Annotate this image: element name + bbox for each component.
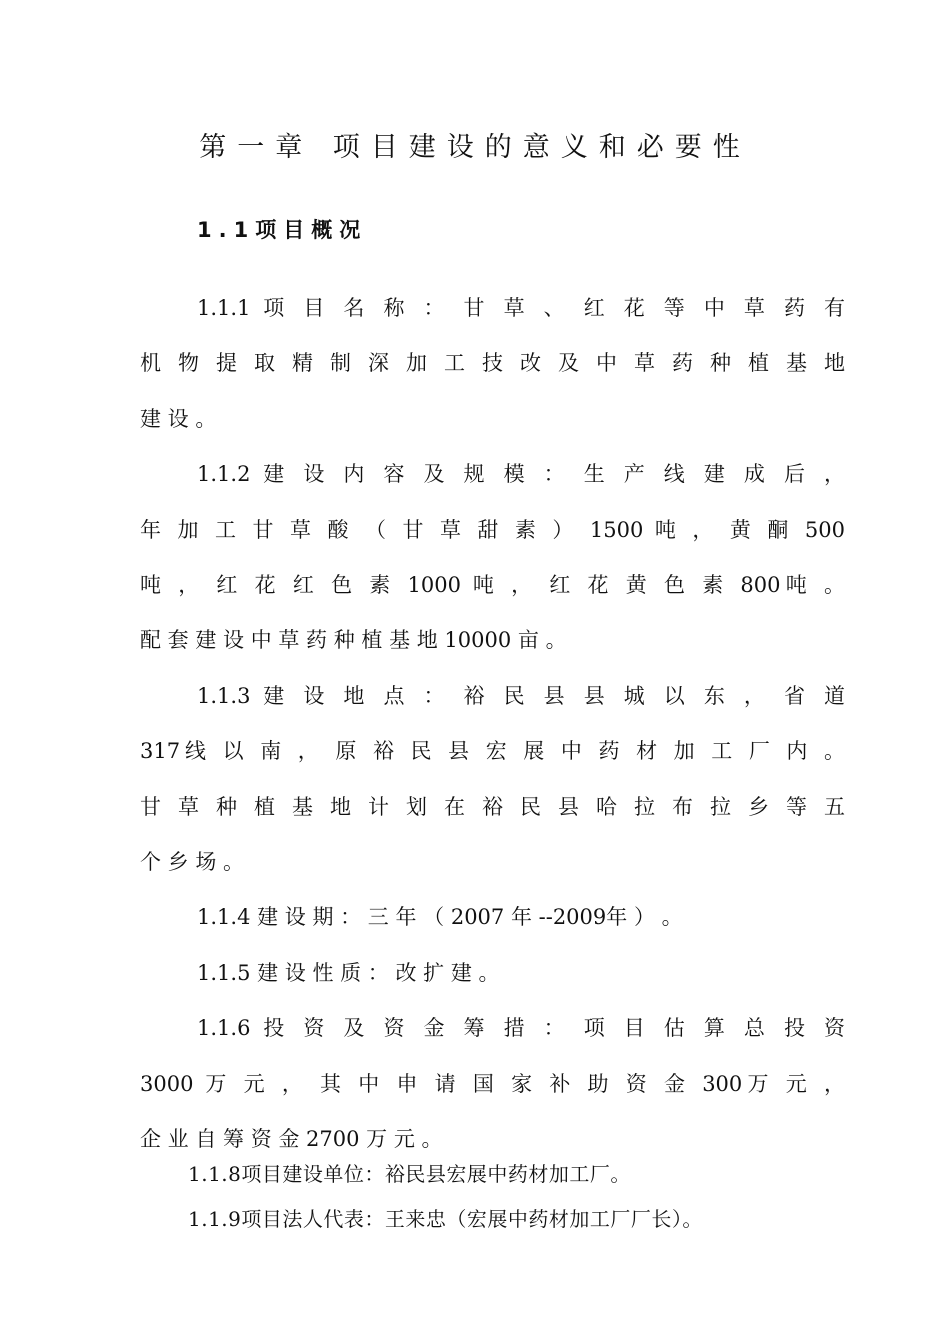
paragraph-construction-site: [140, 669, 845, 891]
chapter-title: 第一章 项目建设的意义和必要性: [199, 132, 751, 163]
text-line: 317线 以 南 ， 原 裕 民 县 宏 展 中 药 材 加 工 厂 内 。: [140, 739, 845, 764]
text-line: 企 业 自 筹 资 金 2700 万 元 。: [140, 1127, 443, 1152]
section-title: 1.1项目概况: [197, 218, 368, 242]
text-line: 1.1.6 投 资 及 资 金 筹 措 ： 项 目 估 算 总 投 资: [197, 1016, 845, 1041]
paragraph-project-name: [140, 281, 845, 447]
paragraph-investment: [140, 1001, 845, 1167]
paragraph-construction-nature: [140, 946, 845, 1001]
text-line: 年 加 工 甘 草 酸 （ 甘 草 甜 素 ） 1500 吨 ， 黄 酮 500: [140, 517, 845, 542]
document-body: [140, 281, 845, 1168]
paragraph-construction-content: [140, 447, 845, 669]
text-line: 3000 万 元 ， 其 中 申 请 国 家 补 助 资 金 300万 元 ，: [140, 1071, 845, 1096]
text-line: 1.1.4 建 设 期 ： 三 年 （ 2007 年 --2009年 ） 。: [197, 905, 683, 930]
paragraph-construction-period: [140, 890, 845, 945]
text-line: 个 乡 场 。: [140, 850, 245, 875]
text-line: 1.1.1 项 目 名 称 ： 甘 草 、 红 花 等 中 草 药 有: [197, 296, 845, 320]
text-line: 1.1.3 建 设 地 点 ： 裕 民 县 县 城 以 东 ， 省 道: [197, 683, 845, 708]
text-line: 吨 ， 红 花 红 色 素 1000 吨 ， 红 花 黄 色 素 800吨 。: [140, 573, 845, 598]
paragraph-legal-representative: 1.1.9项目法人代表：王来忠（宏展中药材加工厂厂长）。: [188, 1207, 703, 1231]
paragraph-construction-unit: 1.1.8项目建设单位：裕民县宏展中药材加工厂。: [188, 1162, 631, 1186]
text-line: 1.1.5 建 设 性 质 ： 改 扩 建 。: [197, 960, 500, 985]
text-line: 机 物 提 取 精 制 深 加 工 技 改 及 中 草 药 种 植 基 地: [140, 351, 845, 376]
text-line: 建 设 。: [140, 406, 217, 431]
text-line: 配 套 建 设 中 草 药 种 植 基 地 10000 亩 。: [140, 628, 567, 653]
text-line: 甘 草 种 植 基 地 计 划 在 裕 民 县 哈 拉 布 拉 乡 等 五: [140, 794, 845, 819]
text-line: 1.1.2 建 设 内 容 及 规 模 ： 生 产 线 建 成 后 ，: [197, 462, 845, 487]
